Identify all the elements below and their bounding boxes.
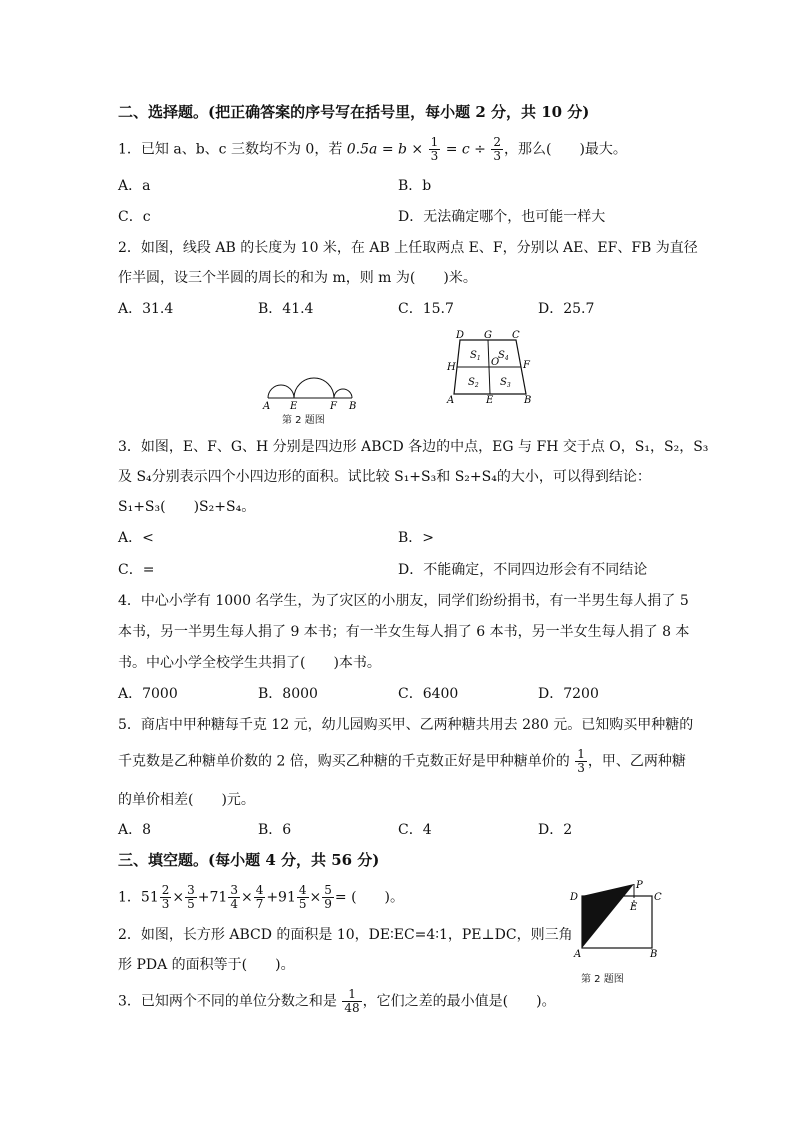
s3-q2-rectangle-figure — [566, 878, 666, 958]
q5-option-a: A．8 — [118, 822, 152, 838]
q3-label-e: E — [486, 395, 494, 406]
q3-label-f: F — [523, 360, 530, 371]
q1-stem: 1．已知 a、b、c 三数均不为 0，若 0.5a = b × $\frac{1}{3}$ = c ÷ $\frac{2}{3}$ ，那么( )最大。 — [118, 135, 627, 163]
q4-option-b: B．8000 — [258, 686, 318, 702]
q3-line-1: 3．如图，E、F、G、H 分别是四边形 ABCD 各边的中点，EG 与 FH 交于点 O，S₁，S₂，S₃ — [118, 439, 709, 455]
q3-label-s4: $S_4$ — [498, 350, 509, 362]
q3-label-s3: $S_3$ — [500, 377, 511, 389]
q5-line-3: 的单价相差( )元。 — [118, 792, 255, 808]
q3-label-b: B — [524, 395, 532, 406]
s3-q2-label-e: E — [630, 902, 638, 913]
q3-label-s1: $S_1$ — [470, 350, 481, 362]
q2-fig-label-e: E — [290, 401, 298, 412]
q3-label-s2: $S_2$ — [468, 377, 479, 389]
q5-option-d: D．2 — [538, 822, 573, 838]
q5-fraction: $\frac{1}{3}$ — [577, 747, 585, 775]
q3-line-2: 及 S₄分别表示四个小四边形的面积。试比较 S₁+S₃和 S₂+S₄的大小，可以得到结论： — [118, 469, 651, 485]
q1-option-a: A．a — [118, 178, 151, 194]
q2-fig-label-f: F — [330, 401, 337, 412]
s3-q2-line-1: 2．如图，长方形 ABCD 的面积是 10，DE∶EC=4∶1，PE⊥DC，则三角 — [118, 927, 573, 943]
q3-label-h: H — [447, 362, 456, 373]
s3-q1-expression: 1．51 $\frac{2}{3}$ × $\frac{3}{5}$ +71 $\frac{3}{4}$ × $\frac{4}{7}$ +91 $\frac{4}{5}$ × $\frac{5}{9}$ = ( )。 — [118, 883, 404, 911]
q2-option-c: C．15.7 — [398, 301, 454, 317]
q3-label-o: O — [491, 357, 500, 368]
q3-line-3: S₁+S₃( )S₂+S₄。 — [118, 499, 256, 515]
q3-quadrilateral-figure — [446, 328, 536, 408]
q5-line-1: 5．商店中甲种糖每千克 12 元，幼儿园购买甲、乙两种糖共用去 280 元。已知购买甲种糖的 — [118, 717, 694, 733]
s3-q2-label-c: C — [654, 892, 662, 903]
q4-option-c: C．6400 — [398, 686, 459, 702]
q1-eq-b: = c ÷ — [445, 141, 486, 158]
q3-label-a: A — [447, 395, 455, 406]
q2-option-a: A．31.4 — [118, 301, 174, 317]
q3-option-d: D．不能确定，不同四边形会有不同结论 — [398, 562, 648, 578]
q5-option-c: C．4 — [398, 822, 432, 838]
section-3-title: 三、填空题。(每小题 4 分，共 56 分) — [118, 851, 380, 869]
s3-q3-fraction: $\frac{1}{48}$ — [344, 987, 360, 1015]
q3-option-c: C．= — [118, 562, 155, 578]
s3-q2-label-a: A — [574, 949, 582, 958]
q2-option-b: B．41.4 — [258, 301, 314, 317]
q1-eq-a: 0.5a = b × — [346, 141, 424, 158]
q2-fig-label-a: A — [263, 401, 271, 412]
q5-line-2: 千克数是乙种糖单价数的 2 倍，购买乙种糖的千克数正好是甲种糖单价的 $\frac{1}{3}$ ，甲、乙两种糖 — [118, 747, 686, 775]
q1-fraction-1: $\frac{1}{3}$ — [430, 135, 439, 163]
q4-option-d: D．7200 — [538, 686, 599, 702]
s3-q3-line: 3．已知两个不同的单位分数之和是 $\frac{1}{48}$ ，它们之差的最小值是( )。 — [118, 987, 556, 1015]
q1-option-c: C．c — [118, 209, 151, 225]
q3-label-d: D — [456, 330, 465, 341]
s3-q2-label-d: D — [570, 892, 579, 903]
q4-line-3: 书。中心小学全校学生共捐了( )本书。 — [118, 655, 381, 671]
q4-option-a: A．7000 — [118, 686, 178, 702]
q2-fig-label-b: B — [349, 401, 357, 412]
q4-line-2: 本书，另一半男生每人捐了 9 本书；有一半女生每人捐了 6 本书，另一半女生每人捐了 8 本 — [118, 624, 690, 640]
q3-label-c: C — [512, 330, 520, 341]
q2-figure-caption: 第 2 题图 — [282, 415, 325, 426]
q3-option-a: A．< — [118, 530, 154, 546]
q3-option-b: B．> — [398, 530, 435, 546]
q1-fraction-2: $\frac{2}{3}$ — [493, 135, 501, 163]
q5-option-b: B．6 — [258, 822, 292, 838]
q3-label-g: G — [484, 330, 492, 341]
s3-q2-label-b: B — [650, 949, 658, 958]
q4-line-1: 4．中心小学有 1000 名学生，为了灾区的小朋友，同学们纷纷捐书，有一半男生每人捐了 5 — [118, 593, 689, 609]
q1-option-d: D．无法确定哪个，也可能一样大 — [398, 209, 606, 225]
s3-q2-label-p: P — [636, 880, 643, 891]
q2-option-d: D．25.7 — [538, 301, 595, 317]
s3-q2-line-2: 形 PDA 的面积等于( )。 — [118, 957, 295, 973]
q2-line-1: 2．如图，线段 AB 的长度为 10 米，在 AB 上任取两点 E、F，分别以 AE、EF、FB 为直径 — [118, 240, 698, 256]
section-2-title: 二、选择题。(把正确答案的序号写在括号里，每小题 2 分，共 10 分) — [118, 103, 590, 121]
q1-option-b: B．b — [398, 178, 432, 194]
s3-q2-figure-caption: 第 2 题图 — [581, 974, 624, 985]
q2-line-2: 作半圆，设三个半圆的周长的和为 m，则 m 为( )米。 — [118, 270, 477, 286]
